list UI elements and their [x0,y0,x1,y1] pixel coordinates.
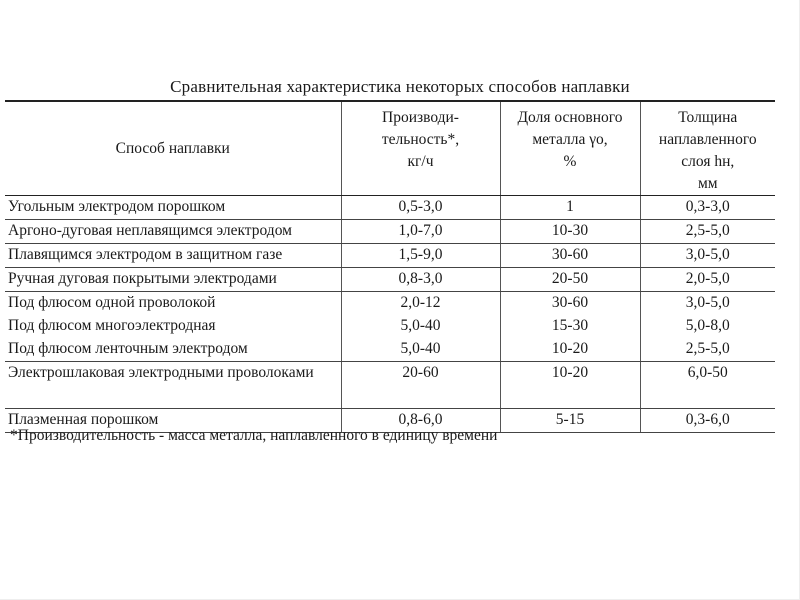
table-row [5,338,775,362]
cell-productivity: 0,8-6,0 [341,409,500,433]
header-share [500,101,640,196]
cell-productivity: 5,0-40 [341,338,500,362]
table-title: Сравнительная характеристика некоторых способов наплавки [170,77,630,96]
cell-thickness: 0,3-6,0 [640,409,775,433]
header-share-line3: % [563,153,577,170]
cell-thickness: 3,0-5,0 [685,294,730,311]
cell-productivity: 5,0-40 [341,315,500,338]
header-thickness [640,101,775,196]
cell-method: Под флюсом ленточным электродом [5,338,341,362]
cell-method: Угольным электродом порошком [5,196,341,220]
cell-thickness: 6,0-50 [640,362,775,409]
header-thickness-line4: мм [697,175,718,192]
header-method: Способ наплавки [5,101,341,196]
cell-share: 5-15 [500,409,640,433]
cell-productivity: 1,0-7,0 [341,220,500,244]
cell-thickness: 3,0-5,0 [640,244,775,268]
cell-share: 15-30 [500,315,640,338]
table-row [5,362,775,409]
cell-method: Аргоно-дуговая неплавящимся электродом [5,220,341,244]
cell-thickness: 0,3-3,0 [640,196,775,220]
cell-share: 30-60 [500,292,640,316]
cell-share: 10-20 [500,362,640,409]
cell-method: Под флюсом многоэлектродная [5,315,341,338]
cell-thickness: 2,5-5,0 [640,338,775,362]
cell-thickness: 2,0-5,0 [640,268,775,292]
header-thickness-line1: Толщина [678,109,738,126]
cell-method: Ручная дуговая покрытыми электродами [5,268,341,292]
table-row [5,244,775,268]
cell-method: Плазменная порошком [5,409,341,433]
header-share-line1: Доля основного [517,109,623,126]
cell-thickness: 5,0-8,0 [685,317,730,334]
cell-share: 10-30 [500,220,640,244]
header-row [5,101,775,196]
header-productivity [341,101,500,196]
cell-thickness: 2,5-5,0 [640,220,775,244]
footnote: *Производительность - масса металла, наплавленного в единицу времени [10,427,498,444]
table-row [5,220,775,244]
table-row [5,315,775,338]
cell-share: 10-20 [500,338,640,362]
header-thickness-line3: слоя hн, [681,153,735,170]
header-productivity-line1: Производи- [382,109,459,126]
cell-method: Плавящимся электродом в защитном газе [5,244,341,268]
header-productivity-line2: тельность*, [381,131,460,148]
header-thickness-line2: наплавленного [658,131,757,148]
cell-method: Электрошлаковая электродными проволоками [5,362,341,409]
cell-productivity: 20-60 [341,362,500,409]
cell-share: 20-50 [500,268,640,292]
header-productivity-line3: кг/ч [407,153,434,170]
cell-productivity: 0,8-3,0 [341,268,500,292]
header-share-line2: металла γо, [532,131,608,148]
cell-productivity: 1,5-9,0 [341,244,500,268]
surfacing-methods-table [5,100,775,433]
cell-productivity: 0,5-3,0 [341,196,500,220]
cell-method: Под флюсом одной проволокой [5,292,341,316]
cell-share: 30-60 [500,244,640,268]
table-row [5,268,775,292]
cell-productivity: 2,0-12 [341,292,500,316]
table-row [5,292,775,316]
cell-share: 1 [500,196,640,220]
table-row [5,196,775,220]
